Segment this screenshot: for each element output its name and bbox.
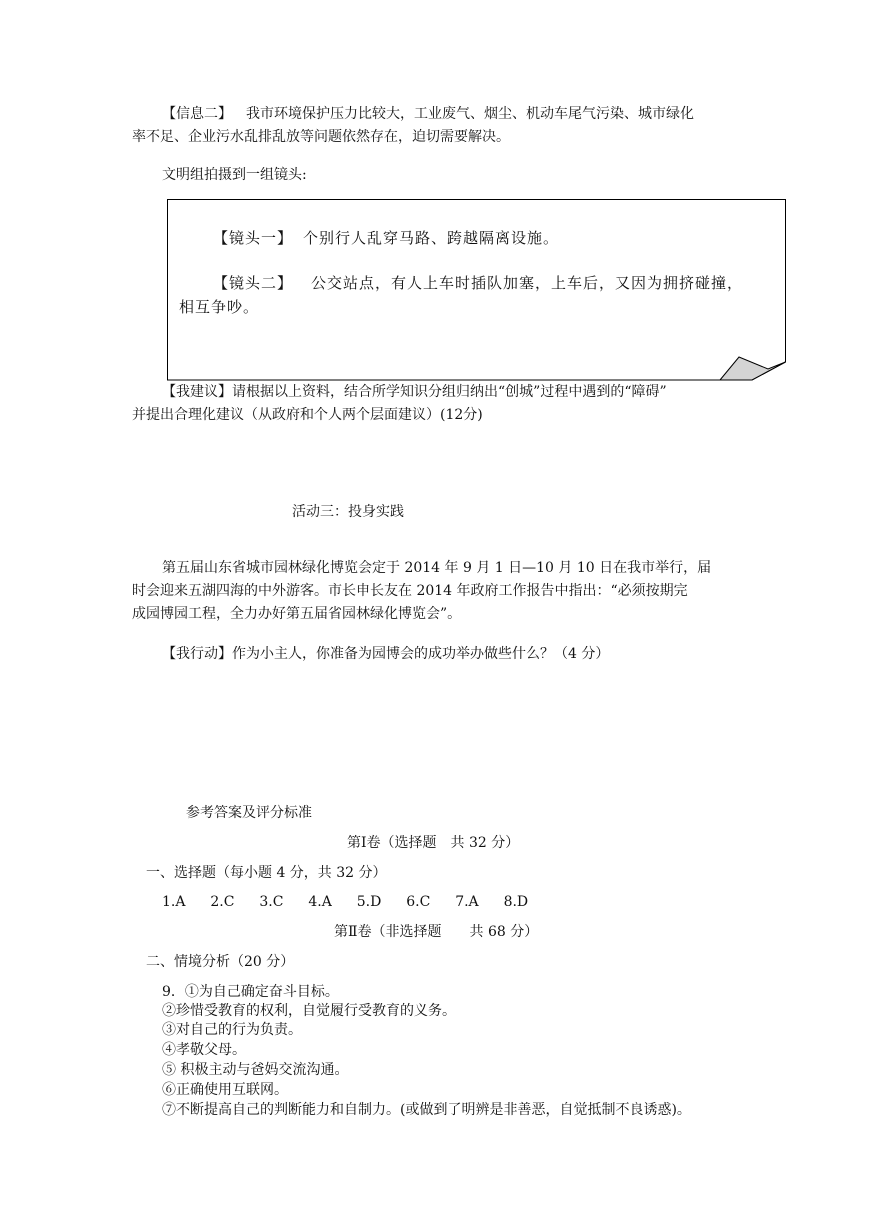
q9-line-5: ⑤ 积极主动与爸妈交流沟通。 <box>162 1062 349 1078</box>
q9-line-7: ⑦不断提高自己的判断能力和自制力。(或做到了明辨是非善恶，自觉抵制不良诱惑)。 <box>162 1102 691 1118</box>
info2-line1 <box>162 107 694 121</box>
vol1-heading: 第Ⅰ卷（选择题 共 32 分） <box>347 835 520 851</box>
q9-line-4: ④孝敬父母。 <box>162 1042 246 1058</box>
sec2-heading: 二、情境分析（20 分） <box>146 954 295 970</box>
info2-label: 【信息二】 <box>162 106 232 122</box>
suggest-line1: 【我建议】请根据以上资料，结合所学知识分组归纳出“创城”过程中遇到的“障碍” <box>162 384 667 400</box>
choice-6: 6.C <box>406 894 431 910</box>
q9-line-2: ②珍惜受教育的权利，自觉履行受教育的义务。 <box>162 1003 456 1019</box>
shot2-text: 公交站点，有人上车时插队加塞，上车后，又因为拥挤碰撞， <box>311 274 744 292</box>
expo-line3: 成园博园工程，全力办好第五届省园林绿化博览会”。 <box>132 606 462 622</box>
q9-line-1: 9．①为自己确定奋斗目标。 <box>162 984 339 1000</box>
shot1-label: 【镜头一】 <box>213 229 294 247</box>
callout-border <box>167 199 788 386</box>
expo-line1: 第五届山东省城市园林绿化博览会定于 2014 年 9 月 1 日—10 月 10 日在我市举行，届 <box>162 560 712 576</box>
shot1 <box>213 231 559 246</box>
q9-line-3: ③对自己的行为负责。 <box>162 1022 302 1038</box>
shot2-cont: 相互争吵。 <box>179 298 260 316</box>
choice-5: 5.D <box>356 894 382 910</box>
choice-4: 4.A <box>308 894 332 910</box>
group-intro: 文明组拍摄到一组镜头: <box>162 167 307 183</box>
action-question: 【我行动】作为小主人，你准备为园博会的成功举办做些什么？（4 分） <box>162 646 610 662</box>
shot2-label: 【镜头二】 <box>213 274 294 292</box>
expo-line2: 时会迎来五湖四海的中外游客。市长申长友在 2014 年政府工作报告中指出：“必须按期完 <box>132 583 688 599</box>
activity3-title: 活动三：投身实践 <box>292 504 404 520</box>
info2-line2: 率不足、企业污水乱排乱放等问题依然存在，迫切需要解决。 <box>132 129 510 145</box>
choice-answers <box>162 895 528 909</box>
choice-1: 1.A <box>162 894 186 910</box>
sec1-heading: 一、选择题（每小题 4 分，共 32 分） <box>146 865 387 881</box>
info2-text: 我市环境保护压力比较大，工业废气、烟尘、机动车尾气污染、城市绿化 <box>246 106 694 122</box>
answers-title: 参考答案及评分标准 <box>186 805 312 821</box>
choice-3: 3.C <box>259 894 284 910</box>
shot1-text: 个别行人乱穿马路、跨越隔离设施。 <box>303 229 560 247</box>
shot2 <box>213 276 743 291</box>
choice-7: 7.A <box>455 894 479 910</box>
suggest-line2: 并提出合理化建议（从政府和个人两个层面建议）(12分) <box>132 407 483 423</box>
shots-callout <box>167 199 786 384</box>
vol2-heading: 第Ⅱ卷（非选择题 共 68 分） <box>334 924 539 940</box>
q9-line-6: ⑥正确使用互联网。 <box>162 1082 288 1098</box>
choice-2: 2.C <box>210 894 235 910</box>
choice-8: 8.D <box>503 894 529 910</box>
